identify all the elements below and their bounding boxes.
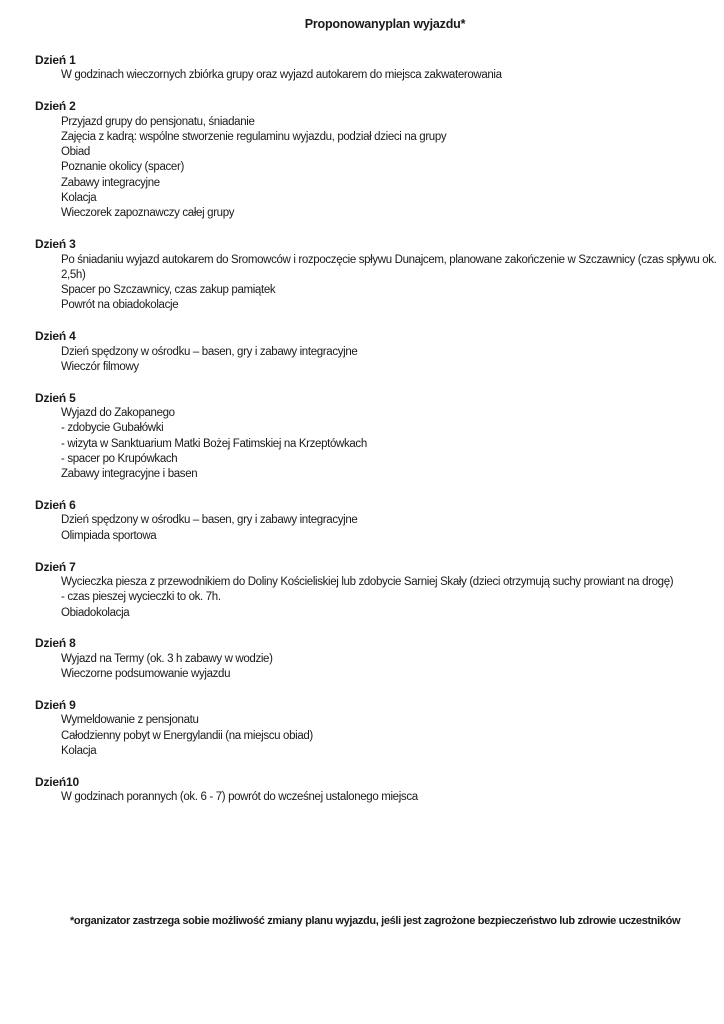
day-activity: - czas pieszej wycieczki to ok. 7h. — [61, 591, 221, 604]
day-section — [35, 329, 721, 375]
day-heading: Dzień 1 — [35, 53, 76, 67]
day-activity: Kolacja — [61, 192, 97, 205]
day-activity: Poznanie okolicy (spacer) — [61, 161, 184, 174]
day-section — [35, 391, 721, 483]
day-section — [35, 775, 721, 806]
day-activity: Wieczór filmowy — [61, 360, 139, 373]
itinerary — [35, 53, 721, 821]
day-activity: Obiad — [61, 146, 90, 159]
day-section — [35, 698, 721, 759]
day-heading: Dzień 5 — [35, 390, 76, 405]
day-heading: Dzień 6 — [35, 498, 76, 513]
day-activity: Wieczorne podsumowanie wyjazdu — [61, 668, 231, 681]
day-activity: W godzinach wieczornych zbiórka grupy oraz wyjazd autokarem do miejsca zakwaterowania — [61, 69, 502, 82]
day-activity: W godzinach porannych (ok. 6 - 7) powrót do wcześnej ustalonego miejsca — [61, 791, 418, 804]
day-heading: Dzień 3 — [35, 237, 76, 252]
day-activity: Olimpiada sportowa — [61, 529, 157, 542]
day-activity: Wycieczka piesza z przewodnikiem do Doliny Kościeliskiej lub zdobycie Sarniej Skały (dzieci otrzymują suchy prowiant na drogę) — [61, 575, 674, 588]
day-heading: Dzień 2 — [35, 99, 76, 114]
day-activity: Całodzienny pobyt w Energylandii (na miejscu obiad) — [61, 729, 313, 742]
day-section — [35, 560, 721, 621]
day-section — [35, 99, 721, 221]
day-activity: - wizyta w Sanktuarium Matki Bożej Fatimskiej na Krzeptówkach — [61, 437, 367, 450]
day-activity: Kolacja — [61, 744, 97, 757]
day-heading: Dzień 8 — [35, 636, 76, 651]
day-section — [35, 498, 721, 544]
day-activity: Powrót na obiadokolacje — [61, 299, 179, 312]
page-title: Proponowanyplan wyjazdu* — [304, 17, 466, 31]
day-activity: - spacer po Krupówkach — [61, 453, 178, 465]
day-activity: Zajęcia z kadrą: wspólne stworzenie regulaminu wyjazdu, podział dzieci na grupy — [61, 130, 447, 143]
day-activity: Przyjazd grupy do pensjonatu, śniadanie — [61, 115, 255, 128]
day-activity: Wymeldowanie z pensjonatu — [61, 714, 199, 727]
day-activity: Po śniadaniu wyjazd autokarem do Sromowców i rozpoczęcie spływu Dunajcem, planowane zakończenie w Szczawnicy (czas spływu ok. 2,5h) — [61, 253, 717, 281]
day-activity: Spacer po Szczawnicy, czas zakup pamiątek — [61, 284, 276, 297]
footnote: *organizator zastrzega sobie możliwość zmiany planu wyjazdu, jeśli jest zagrożone bezpieczeństwo lub zdrowie uczestników — [70, 915, 681, 927]
day-activity: Zabawy integracyjne — [61, 176, 160, 189]
day-activity: Zabawy integracyjne i basen — [61, 468, 198, 481]
day-section — [35, 53, 721, 84]
day-heading: Dzień 7 — [35, 559, 76, 574]
day-heading: Dzień 9 — [35, 697, 76, 712]
day-activity: - zdobycie Gubałówki — [61, 422, 164, 435]
day-activity: Obiadokolacja — [61, 606, 130, 619]
day-activity: Wieczorek zapoznawczy całej grupy — [61, 207, 235, 220]
day-activity: Wyjazd na Termy (ok. 3 h zabawy w wodzie) — [61, 652, 273, 665]
day-section — [35, 636, 721, 682]
day-section — [35, 237, 721, 314]
day-heading: Dzień 4 — [35, 329, 76, 344]
day-activity: Dzień spędzony w ośrodku – basen, gry i zabawy integracyjne — [61, 345, 358, 358]
day-activity: Dzień spędzony w ośrodku – basen, gry i zabawy integracyjne — [61, 514, 358, 527]
day-heading: Dzień10 — [35, 774, 79, 789]
day-activity: Wyjazd do Zakopanego — [61, 407, 175, 420]
